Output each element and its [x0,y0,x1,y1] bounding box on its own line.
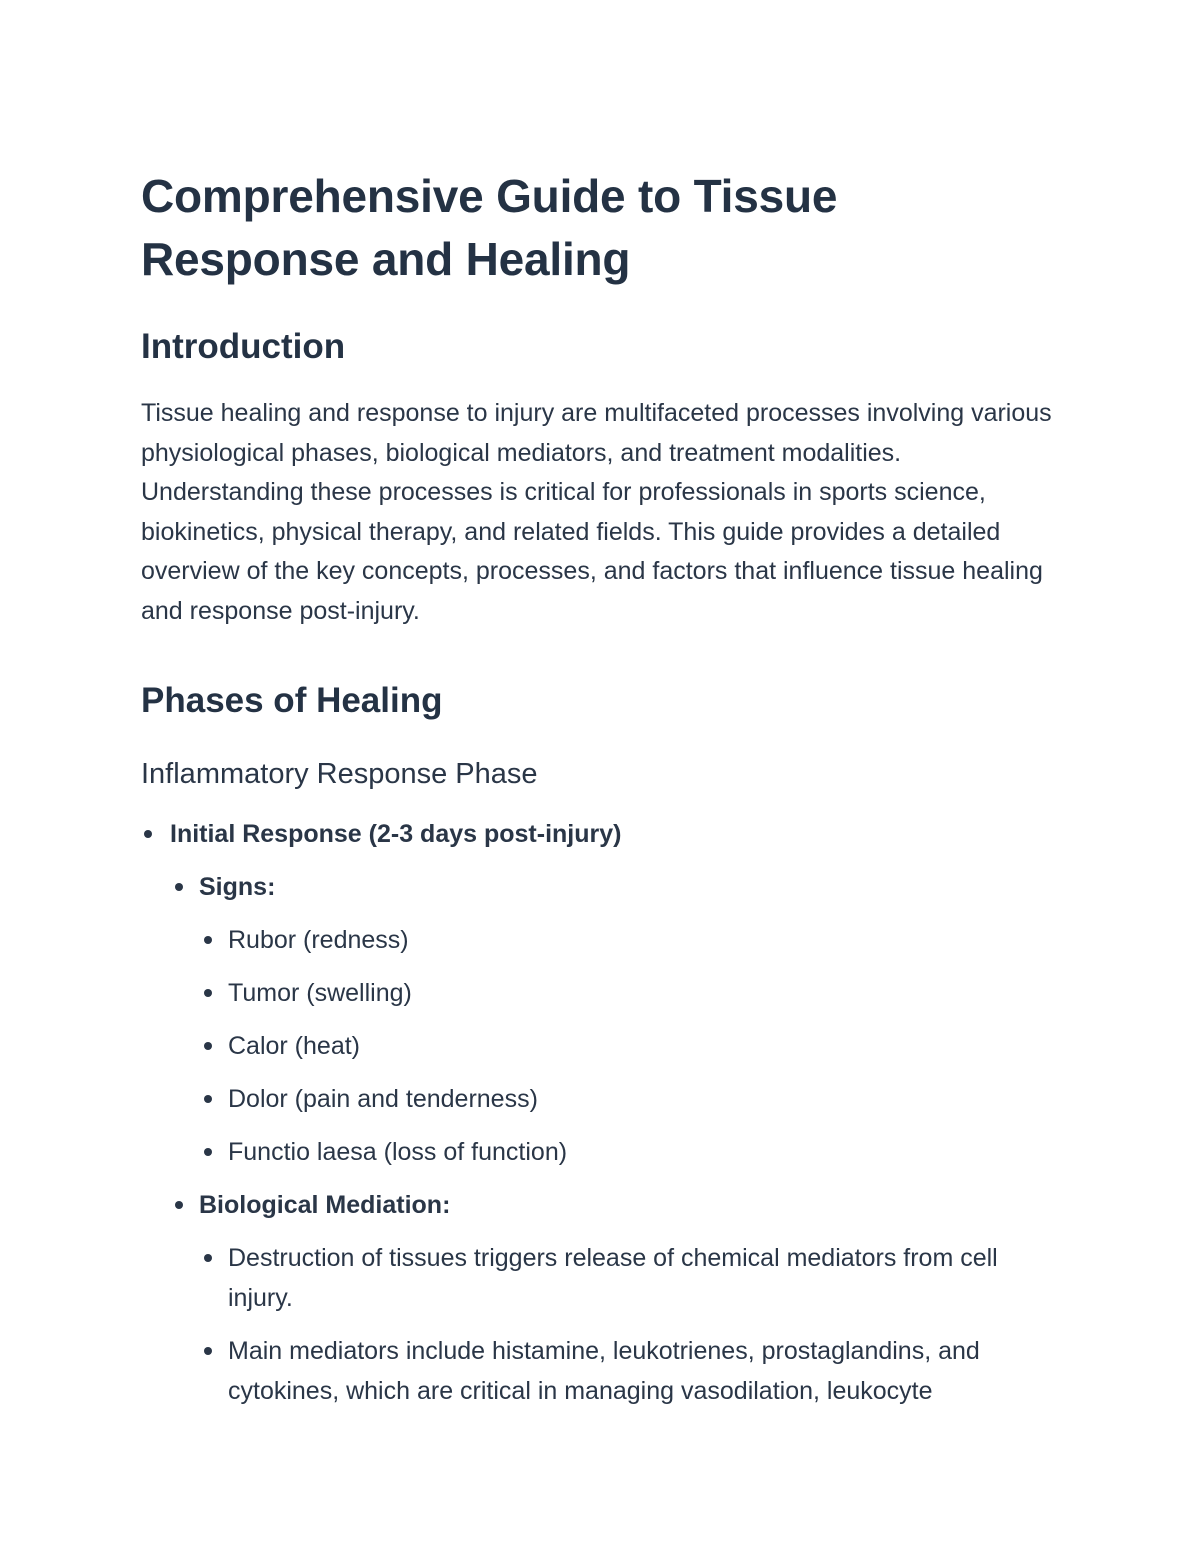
bullet-icon [204,1347,212,1355]
signs-list [199,920,1061,1172]
sign-text: Rubor (redness) [228,925,409,954]
bullet-icon [204,1254,212,1262]
biological-mediation-list [199,1238,1061,1411]
sign-text: Tumor (swelling) [228,978,412,1007]
phases-heading: Phases of Healing [141,680,443,720]
introduction-heading: Introduction [141,327,346,366]
list-item-biological-mediation [199,1185,1061,1411]
list-item [228,1238,1061,1318]
document-title: Comprehensive Guide to Tissue Response and Healing [141,170,838,285]
list-item [228,1132,1061,1172]
list-item [228,1079,1061,1119]
bullet-icon [204,1042,212,1050]
list-item [228,920,1061,960]
initial-response-label: Initial Response (2-3 days post-injury) [170,819,622,848]
sign-text: Calor (heat) [228,1031,360,1060]
bullet-icon [204,936,212,944]
introduction-paragraph: Tissue healing and response to injury are multifaceted processes involving various physiological phases, biological mediators, and treatment modalities. Understanding these processes is critical for professionals in sports science, biokinetics, physical therapy, and related fields. This guide provides a detailed overview of the key concepts, processes, and factors that influence tissue healing and response post-injury. [141,399,1052,625]
mediation-text: Destruction of tissues triggers release of chemical mediators from cell injury. [228,1243,998,1312]
sign-text: Functio laesa (loss of function) [228,1137,568,1166]
list-item [228,973,1061,1013]
list-item-signs [199,867,1061,1172]
bullet-icon [175,883,183,891]
bullet-icon [204,989,212,997]
mediation-text: Main mediators include histamine, leukotrienes, prostaglandins, and cytokines, which are critical in managing vasodilation, leukocyte [228,1336,980,1405]
bullet-icon [144,830,152,838]
bullet-icon [204,1095,212,1103]
bullet-icon [175,1201,183,1209]
biological-mediation-label: Biological Mediation: [199,1190,451,1219]
list-item [228,1026,1061,1066]
list-item-initial-response [170,814,1061,1411]
document-page [141,165,1061,1411]
initial-response-sublist [170,867,1061,1411]
inflammatory-phase-heading: Inflammatory Response Phase [141,757,538,790]
inflammatory-phase-list [141,814,1061,1411]
sign-text: Dolor (pain and tenderness) [228,1084,538,1113]
signs-label: Signs: [199,872,276,901]
bullet-icon [204,1148,212,1156]
list-item [228,1331,1061,1411]
